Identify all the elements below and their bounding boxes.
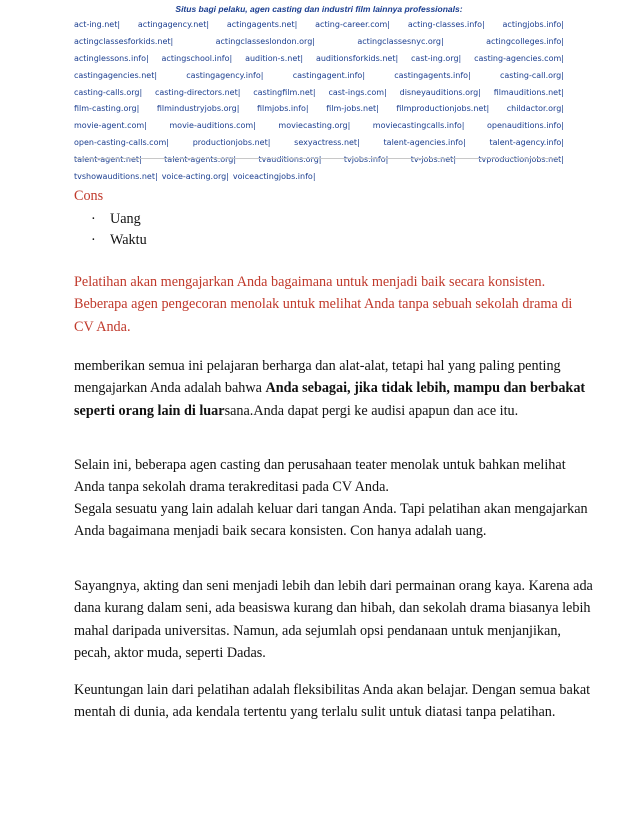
cons-heading: Cons	[74, 188, 104, 204]
list-item	[91, 209, 147, 230]
site-link[interactable]: casting-call.org|	[499, 70, 564, 80]
site-link[interactable]: casting-agencies.com|	[474, 53, 564, 63]
link-row	[74, 68, 564, 85]
site-link[interactable]: open-casting-calls.com|	[74, 138, 169, 148]
site-link[interactable]: voiceactingjobs.info|	[232, 172, 316, 182]
paragraph-bold-text: Anda sebagai, jika tidak lebih, mampu dan berbakat seperti orang lain di luar	[74, 380, 586, 419]
paragraph-flexibility: Keuntungan lain dari pelatihan adalah fleksibilitas Anda akan belajar. Dengan semua bakat mentah di dunia, ada kendala tertentu yang terlalu sulit untuk diatasi tanpa pelatihan.	[74, 682, 591, 721]
link-row	[74, 118, 564, 135]
site-link[interactable]: castingagencies.net|	[74, 70, 158, 80]
site-link[interactable]: actingagency.net|	[137, 20, 210, 29]
link-row	[74, 85, 564, 102]
site-link[interactable]: act-ing.net|	[74, 20, 121, 29]
site-link[interactable]: tv-jobs.net|	[410, 155, 457, 165]
link-list	[74, 17, 564, 186]
site-link[interactable]: openauditions.info|	[486, 121, 564, 131]
paragraph-agencies: Selain ini, beberapa agen casting dan perusahaan teater menolak untuk bahkan melihat Anda tanpa sekolah drama terakreditasi pada CV Anda.	[74, 457, 566, 496]
cons-item-label: Waktu	[110, 232, 147, 248]
site-link[interactable]: talent-agents.org|	[164, 155, 237, 165]
site-link[interactable]: casting-directors.net|	[154, 87, 241, 97]
site-link[interactable]: actingschool.info|	[161, 53, 233, 63]
link-row	[74, 169, 564, 186]
site-link[interactable]: voice-acting.org|	[161, 172, 229, 182]
site-link[interactable]: movie-agent.com|	[74, 121, 147, 131]
bullet-icon: ·	[91, 211, 96, 227]
link-row	[74, 51, 564, 68]
site-link[interactable]: actinglessons.info|	[74, 53, 149, 63]
site-link[interactable]: actingclassesforkids.net|	[74, 36, 174, 46]
site-link[interactable]: film-jobs.net|	[326, 104, 379, 114]
site-link[interactable]: filmauditions.net|	[493, 87, 564, 97]
site-link[interactable]: filmproductionjobs.net|	[396, 104, 490, 114]
site-link[interactable]: actingjobs.info|	[502, 20, 564, 29]
site-link[interactable]: acting-classes.info|	[407, 20, 485, 29]
site-link[interactable]: tvjobs.info|	[343, 155, 389, 165]
site-link[interactable]: audition-s.net|	[245, 53, 304, 63]
link-row	[74, 34, 564, 51]
site-link[interactable]: actingclasseslondon.org|	[215, 36, 315, 46]
site-link[interactable]: castingfilm.net|	[253, 87, 316, 97]
site-link[interactable]: auditionsforkids.net|	[315, 53, 399, 63]
site-link[interactable]: talent-agent.net|	[74, 155, 142, 165]
list-item	[91, 230, 147, 251]
paragraph-text: memberikan semua ini pelajaran berharga dan alat-alat, tetapi hal yang paling penting mengajarkan Anda adalah bahwa	[74, 358, 561, 397]
site-link[interactable]: castingagency.info|	[186, 70, 264, 80]
link-row	[74, 152, 564, 169]
site-link[interactable]: acting-career.com|	[315, 20, 390, 29]
site-link[interactable]: disneyauditions.org|	[399, 87, 481, 97]
paragraph-training: Pelatihan akan mengajarkan Anda bagaimana untuk menjadi baik secara konsisten. Beberapa agen pengecoran menolak untuk melihat Anda tanpa sebuah sekolah drama di CV Anda.	[74, 274, 573, 335]
site-link[interactable]: talent-agency.info|	[489, 138, 564, 148]
site-link[interactable]: tvproductionjobs.net|	[478, 155, 564, 165]
site-link[interactable]: movie-auditions.com|	[169, 121, 256, 131]
site-link[interactable]: film-casting.org|	[74, 104, 140, 114]
link-row	[74, 101, 564, 118]
cons-item-label: Uang	[110, 211, 141, 227]
site-link[interactable]: productionjobs.net|	[192, 138, 271, 148]
link-row	[74, 135, 564, 152]
site-link[interactable]: sexyactress.net|	[294, 138, 360, 148]
cons-list	[91, 209, 147, 251]
site-link[interactable]: tvauditions.org|	[258, 155, 322, 165]
site-link[interactable]: castingagent.info|	[292, 70, 366, 80]
site-link[interactable]: casting-calls.org|	[74, 87, 143, 97]
site-link[interactable]: castingagents.info|	[394, 70, 471, 80]
site-link[interactable]: moviecastingcalls.info|	[372, 121, 465, 131]
site-link[interactable]: actingagents.net|	[226, 20, 298, 29]
site-link[interactable]: cast-ing.org|	[411, 53, 462, 63]
page-header-title: Situs bagi pelaku, agen casting dan industri film lainnya professionals:	[175, 4, 463, 14]
link-row	[74, 17, 564, 34]
site-link[interactable]: filmjobs.info|	[256, 104, 309, 114]
paragraph-control: Segala sesuatu yang lain adalah keluar dari tangan Anda. Tapi pelatihan akan mengajarkan Anda bagaimana menjadi baik secara konsisten. Con hanya adalah uang.	[74, 501, 588, 540]
bullet-icon: ·	[91, 232, 96, 248]
paragraph-text: sana.Anda dapat pergi ke audisi apapun dan ace itu.	[224, 402, 519, 419]
site-link[interactable]: actingclassesnyc.org|	[357, 36, 444, 46]
site-link[interactable]: filmindustryjobs.org|	[156, 104, 240, 114]
site-link[interactable]: talent-agencies.info|	[383, 138, 466, 148]
site-link[interactable]: cast-ings.com|	[328, 87, 387, 97]
site-link[interactable]: tvshowauditions.net|	[74, 172, 158, 182]
paragraph-lessons	[74, 355, 594, 422]
site-link[interactable]: actingcolleges.info|	[486, 36, 564, 46]
site-link[interactable]: moviecasting.org|	[278, 121, 351, 131]
paragraph-funding: Sayangnya, akting dan seni menjadi lebih dan lebih dari permainan orang kaya. Karena ada dana kurang dalam seni, ada beasiswa kurang dan hibah, dan sekolah drama biasanya lebih mahal daripada universitas. Namun, ada sejumlah opsi pendanaan untuk menjanjikan, pecah, aktor muda, seperti Dadas.	[74, 578, 593, 662]
divider	[74, 158, 560, 159]
site-link[interactable]: childactor.org|	[506, 104, 564, 114]
